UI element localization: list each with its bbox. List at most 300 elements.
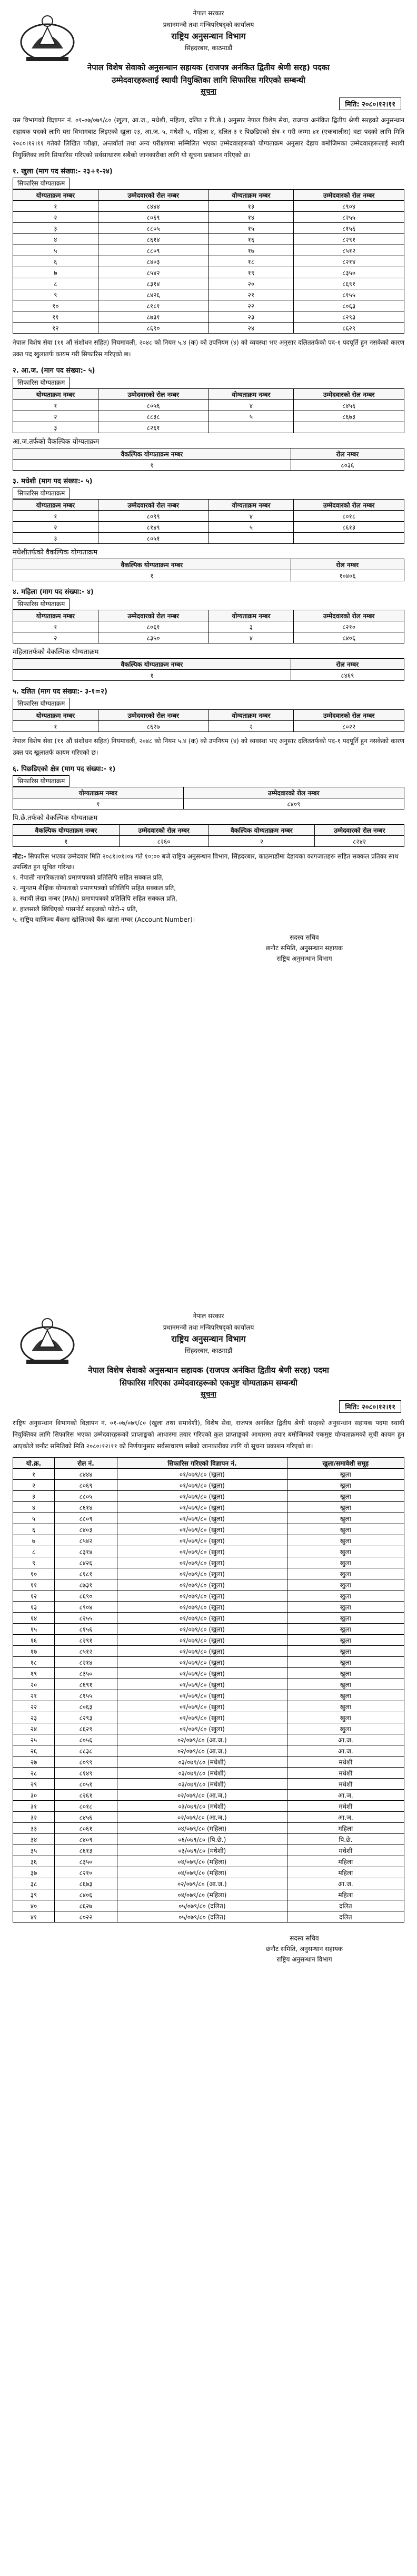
pichhe-table-body [13,798,404,809]
merit-row-cell: ८०२२ [55,1911,117,1923]
note-item-3: ३. स्थायी लेखा नम्बर (PAN) प्रमाणपत्रको प्रतिलिपि सहित सक्कल प्रति, [13,895,177,902]
merit-row [13,1845,404,1856]
merit-row-cell: ८३१४ [55,1546,117,1557]
merit-row [13,1591,404,1602]
merit-row-cell: आ.ज. [287,1878,404,1889]
merit-row-cell: ०१/०७९/८० (खुला) [117,1579,287,1591]
merit-row-cell: ३५ [13,1845,55,1856]
merit-row-cell: ०१/०७९/८० (खुला) [117,1624,287,1635]
open-row-cell: ८६२९ [294,323,404,334]
merit-row-cell: ८४५६ [55,1812,117,1823]
merit-row-cell: ०१/०७९/८० (खुला) [117,1469,287,1480]
mahila-alt-row-cell: ८४६९ [291,670,404,681]
open-row [13,300,404,311]
merit-row-cell: ०१/०७९/८० (खुला) [117,1602,287,1613]
place-line: सिंहदरबार, काठमाडौं [184,1347,233,1354]
open-row-cell: ८ [13,278,98,289]
merit-row [13,1579,404,1591]
merit-row-cell: महिला [287,1867,404,1878]
merit-row-cell: ३१ [13,1801,55,1812]
merit-row-cell: मधेशी [287,1768,404,1779]
notice-1 [13,4,404,967]
notice-title: सूचना [201,87,216,96]
merit-row-cell: दलित [287,1900,404,1911]
sign-name: छनौट समिति, अनुसन्धान सहायक [265,944,343,952]
mahila-table-body [13,621,404,643]
open-label: १. खुला (माग पद संख्या:- २३+१-२४) [13,168,113,175]
mahila-th-2: उम्मेदवारको रोल नम्बर [98,610,208,621]
merit-row-cell: ८६९१ [55,1679,117,1690]
aj-alt-th-2: रोल नम्बर [291,448,404,460]
dalit-row-cell: ८६२७ [98,721,208,732]
merit-row [13,1801,404,1812]
merit-row-cell: १ [13,1469,55,1480]
merit-row-cell: ८८०५ [55,1491,117,1502]
merit-list-table [13,1457,404,1923]
merit-row-cell: खुला [287,1646,404,1657]
merit-row-cell: ८३५० [55,1668,117,1679]
mahila-row-cell: १ [13,621,98,632]
aj-row-cell: २ [13,411,98,422]
aj-th-4: उम्मेदवारको रोल नम्बर [294,389,404,400]
merit-row-cell: २६ [13,1745,55,1757]
merit-row-cell: ८४०३ [55,1524,117,1535]
merit-row-cell: ८६२७ [55,1900,117,1911]
mahila-th-4: उम्मेदवारको रोल नम्बर [294,610,404,621]
madhesi-alt-table-body [13,570,404,581]
merit-row [13,1568,404,1579]
note-item-4: ४. हालसालै खिचिएको पासपोर्ट साइजको फोटो-२ प्रति, [13,905,138,913]
merit-row [13,1734,404,1745]
open-row-cell: ७ [13,267,98,278]
open-row-cell: ८२१४ [294,256,404,267]
open-th-2: उम्मेदवारको रोल नम्बर [98,190,208,201]
dalit-row [13,721,404,732]
pichhe-table [13,787,404,809]
merit-row-cell: खुला [287,1480,404,1491]
open-row-cell: ८६१४ [98,234,208,245]
merit-row-cell: ७ [13,1535,55,1546]
open-row-cell: ८२५५ [294,212,404,223]
merit-row-cell: ८२९१ [55,1635,117,1646]
open-row-cell: ८०६३ [294,300,404,311]
madhesi-row-cell: ८१४९ [98,522,208,533]
madhesi-row-cell: ४ [208,511,294,522]
subject-line-2: सिफारिस गरिएका उम्मेदवारहरूको एकमुष्ट योग्यताक्रम सम्बन्धी [120,1378,297,1388]
merit-row-cell: ८६१४ [55,1502,117,1513]
merit-row [13,1679,404,1690]
merit-row-cell: आ.ज. [287,1734,404,1745]
merit-row [13,1779,404,1790]
madhesi-table-body [13,511,404,544]
merit-row-cell: खुला [287,1557,404,1568]
merit-row-cell: खुला [287,1613,404,1624]
merit-row-cell: खुला [287,1679,404,1690]
open-row-cell: २० [208,278,294,289]
merit-row-cell: ८४४४ [55,1469,117,1480]
intro-paragraph: यस विभागको विज्ञापन नं. ०१-०७/०७९/८० (खुला, आ.ज., मधेशी, महिला, दलित र पि.छे.) अनुसार नेपाल विशेष सेवा, राजपत्र अनंकित द्वितीय श्रेणी सरहको अनुसन्धान सहायक पदको लागि यस विभागबाट लिइएको खुला-२३, आ.ज.-५, मधेशी-५, महिला-४, दलित-३ र पिछडिएको क्षेत्र-१ गरी जम्मा ४१ (एकचालीस) वटा पदको लागि मिति २०८०।१२।११ गतेको लिखित परीक्षा, अन्तर्वार्ता तथा अन्य परीक्षणमा सम्मिलित भएका उम्मेदवारहरूको योग्यताक्रम अनुसार देहाय बमोजिमका उम्मेदवारहरूलाई स्थायी नियुक्तिका लागि सिफारिस गरिएको सर्वसाधारण सबैको जानकारीका लागि यो सूचना प्रकाशन गरिएको छ। [13,116,404,159]
aj-table [13,388,404,433]
merit-row-cell: खुला [287,1502,404,1513]
open-row-cell: ८८०९ [98,245,208,256]
merit-row [13,1469,404,1480]
merit-row [13,1723,404,1734]
madhesi-alt-row-cell: १०४०६ [291,570,404,581]
merit-row-cell: २८ [13,1768,55,1779]
pichhe-label: ६. पिछडिएको क्षेत्र (माग पद संख्या:- १) [13,765,116,773]
note-item-5: ५. राष्ट्रिय वाणिज्य बैंकमा खोलिएको बैंक खाता नम्बर (Account Number)। [13,916,195,923]
merit-row-cell: ०३/०७९/८० (मधेशी) [117,1768,287,1779]
dalit-th-3: योग्यताक्रम नम्बर [208,710,294,721]
aj-row-cell: ८२६१ [98,422,208,433]
merit-row-cell: १७ [13,1646,55,1657]
merit-row [13,1712,404,1723]
madhesi-th-1: योग्यताक्रम नम्बर [13,500,98,511]
merit-row [13,1491,404,1502]
merit-th-1: यो.क्र. [13,1458,55,1469]
madhesi-alt-th-1: वैकल्पिक योग्यताक्रम नम्बर [13,559,291,570]
dept-line: राष्ट्रिय अनुसन्धान विभाग [171,31,246,41]
open-row-cell: १ [13,201,98,212]
merit-row-cell: ०३/०७९/८० (मधेशी) [117,1801,287,1812]
aj-row [13,422,404,433]
merit-row-cell: ८०५६ [55,1734,117,1745]
merit-row-cell: आ.ज. [287,1745,404,1757]
aj-row-cell [208,422,294,433]
open-row-cell: ८८०५ [98,223,208,234]
govt-line: नेपाल सरकार [193,1312,224,1320]
open-row-cell: १२ [13,323,98,334]
merit-row [13,1867,404,1878]
merit-row-cell: ०१/०७९/८० (खुला) [117,1657,287,1668]
open-row-cell: ८१५६ [294,223,404,234]
aj-label: २. आ.ज. (माग पद संख्या:- ५) [13,367,95,375]
merit-row-cell: १४ [13,1613,55,1624]
dalit-th-2: उम्मेदवारको रोल नम्बर [98,710,208,721]
aj-row-cell: ८०५६ [98,400,208,411]
open-row-cell: २२ [208,300,294,311]
open-row-cell: ३ [13,223,98,234]
merit-row-cell: पि.छे. [287,1834,404,1845]
aj-th-2: उम्मेदवारको रोल नम्बर [98,389,208,400]
merit-row-cell: ०४/०७९/८० (महिला) [117,1823,287,1834]
aj-row-cell: ३ [13,422,98,433]
merit-row-cell: खुला [287,1579,404,1591]
merit-row-cell: खुला [287,1701,404,1712]
merit-row [13,1657,404,1668]
open-row [13,234,404,245]
open-row [13,212,404,223]
govt-line: नेपाल सरकार [193,9,224,17]
merit-row-cell: ८६७३ [55,1878,117,1889]
merit-row-cell: ०१/०७९/८० (खुला) [117,1535,287,1546]
merit-row-cell: ३ [13,1491,55,1502]
merit-row-cell: ८०५१ [55,1779,117,1790]
merit-row-cell: १३ [13,1602,55,1613]
merit-row-cell: दलित [287,1911,404,1923]
merit-row-cell: ८२१४ [55,1657,117,1668]
merit-row-cell: खुला [287,1690,404,1701]
pichhe-alt-row-cell: २ [208,836,315,847]
dalit-th-1: योग्यताक्रम नम्बर [13,710,98,721]
merit-row-cell: ८१५५ [55,1690,117,1701]
merit-row-cell: महिला [287,1856,404,1867]
aj-row-cell: ४ [208,400,294,411]
merit-row-cell: खुला [287,1546,404,1557]
merit-row-cell: ३२ [13,1812,55,1823]
open-row-cell: ११ [13,311,98,323]
merit-row-cell: ४ [13,1502,55,1513]
nepal-emblem-icon [16,1314,79,1367]
mahila-alt-label: महिलातर्फको वैकल्पिक योग्यताक्रम [13,648,99,656]
pichhe-alt-th-3: वैकल्पिक योग्यताक्रम नम्बर [208,825,315,836]
aj-alt-table [13,448,404,471]
merit-row-cell: आ.ज. [287,1790,404,1801]
merit-row-cell: ०२/०७९/८० (आ.ज.) [117,1745,287,1757]
open-row-cell: ८२९३ [294,311,404,323]
merit-row-cell: ०१/०७९/८० (खुला) [117,1502,287,1513]
madhesi-th-2: उम्मेदवारको रोल नम्बर [98,500,208,511]
merit-row [13,1856,404,1867]
merit-row-cell: ८६१३ [55,1845,117,1856]
pichhe-alt-th-4: उम्मेदवारको रोल नम्बर [315,825,404,836]
open-row-cell: ८२९१ [294,234,404,245]
open-row-cell: ८४४४ [98,201,208,212]
open-row-cell: ८६९० [98,323,208,334]
open-row-cell: ४ [13,234,98,245]
madhesi-alt-label: मधेशीतर्फको वैकल्पिक योग्यताक्रम [13,549,98,557]
open-row-cell: ८५१२ [294,245,404,256]
merit-row [13,1602,404,1613]
mahila-row-cell: २ [13,632,98,643]
merit-row-cell: १९ [13,1668,55,1679]
merit-row-cell: ०१/०७९/८० (खुला) [117,1679,287,1690]
note-item-1: १. नेपाली नागरिकताको प्रमाणपत्रको प्रतिलिपि सहित सक्कल प्रति, [13,874,164,881]
merit-row [13,1889,404,1900]
merit-row-cell: ८४२६ [55,1557,117,1568]
merit-row [13,1790,404,1801]
sign-name: छनौट समिति, अनुसन्धान सहायक [265,1945,343,1953]
merit-row-cell: ८६९० [55,1591,117,1602]
merit-th-3: सिफारिस गरिएको विज्ञापन नं. [117,1458,287,1469]
mahila-sublabel: सिफारिस योग्यताक्रम [13,598,70,610]
merit-row-cell: ११ [13,1579,55,1591]
merit-row-cell: १० [13,1568,55,1579]
merit-row-cell: ८०६३ [55,1701,117,1712]
mahila-row-cell: ८२१० [294,621,404,632]
merit-row-cell: ०३/०७९/८० (मधेशी) [117,1757,287,1768]
merit-row-cell: ८८०९ [55,1513,117,1524]
mahila-alt-th-1: वैकल्पिक योग्यताक्रम नम्बर [13,659,291,670]
mahila-alt-table [13,658,404,681]
open-row [13,278,404,289]
merit-row [13,1524,404,1535]
merit-row-cell: ०१/०७९/८० (खुला) [117,1712,287,1723]
merit-row-cell: ३४ [13,1834,55,1845]
madhesi-row-cell: ८६१३ [294,522,404,533]
merit-row [13,1812,404,1823]
madhesi-row-cell: ५ [208,522,294,533]
merit-row [13,1834,404,1845]
merit-row-cell: ५ [13,1513,55,1524]
open-th-1: योग्यताक्रम नम्बर [13,190,98,201]
merit-row-cell: खुला [287,1535,404,1546]
open-row [13,289,404,300]
dalit-th-4: उम्मेदवारको रोल नम्बर [294,710,404,721]
merit-row [13,1646,404,1657]
merit-row-cell: ०३/०७९/८० (मधेशी) [117,1845,287,1856]
merit-row [13,1546,404,1557]
merit-row [13,1745,404,1757]
merit-row-cell: ०४/०७९/८० (महिला) [117,1856,287,1867]
open-row-cell: ६ [13,256,98,267]
merit-row-cell: ८६२९ [55,1723,117,1734]
open-row-cell: ८५४२ [98,267,208,278]
merit-row-cell: ०१/०७९/८० (खुला) [117,1480,287,1491]
madhesi-row [13,522,404,533]
merit-row-cell: ०१/०७९/८० (खुला) [117,1557,287,1568]
merit-row-cell: २० [13,1679,55,1690]
aj-row-cell [294,422,404,433]
merit-row-cell: ८०६१ [55,1823,117,1834]
merit-row-cell: ०१/०७९/८० (खुला) [117,1668,287,1679]
madhesi-label: ३. मधेशी (माग पद संख्या:- ५) [13,477,93,485]
signature-block-1 [236,932,373,964]
open-row-cell: ८७३१ [98,311,208,323]
merit-row-cell: मधेशी [287,1845,404,1856]
mahila-row-cell: ८३५० [98,632,208,643]
sign-title: सदस्य सचिव [290,1935,319,1942]
merit-row-cell: ८ [13,1546,55,1557]
merit-row-cell: ०१/०७९/८० (खुला) [117,1613,287,1624]
madhesi-row-cell: ८०९९ [98,511,208,522]
madhesi-alt-row-cell: १ [13,570,291,581]
notice-2 [13,1307,404,1970]
merit-row-cell: ६ [13,1524,55,1535]
pichhe-th-2: उम्मेदवारको रोल नम्बर [183,787,404,798]
pichhe-row-cell: ८४०९ [183,798,404,809]
dalit-row-cell: २ [208,721,294,732]
open-row-cell: ८१५५ [294,289,404,300]
merit-list-body [13,1469,404,1923]
madhesi-row-cell: २ [13,522,98,533]
merit-row [13,1502,404,1513]
open-row-cell: २ [13,212,98,223]
merit-row-cell: ८४०६ [55,1889,117,1900]
place-line: सिंहदरबार, काठमाडौं [184,44,233,52]
merit-row-cell: ०४/०७९/८० (महिला) [117,1889,287,1900]
merit-row-cell: ८८३८ [55,1745,117,1757]
merit-row-cell: ८४०९ [55,1834,117,1845]
merit-row-cell: मधेशी [287,1801,404,1812]
merit-row-cell: खुला [287,1568,404,1579]
merit-row-cell: खुला [287,1524,404,1535]
merit-row-cell: ०४/०७९/८० (महिला) [117,1867,287,1878]
merit-row-cell: खुला [287,1657,404,1668]
open-row-cell: १३ [208,201,294,212]
merit-row-cell: ८७३१ [55,1579,117,1591]
merit-row-cell: ०१/०७९/८० (खुला) [117,1513,287,1524]
merit-row-cell: ८९०४ [55,1602,117,1613]
open-row [13,223,404,234]
madhesi-th-4: उम्मेदवारको रोल नम्बर [294,500,404,511]
dalit-sublabel: सिफारिस योग्यताक्रम [13,698,70,709]
pichhe-alt-table-body [13,836,404,847]
merit-row-cell: महिला [287,1889,404,1900]
merit-row [13,1911,404,1923]
merit-row-cell: खुला [287,1635,404,1646]
madhesi-table [13,499,404,544]
merit-row-cell: ३६ [13,1856,55,1867]
merit-row-cell: ०१/०७९/८० (खुला) [117,1546,287,1557]
pichhe-alt-row [13,836,404,847]
merit-th-2: रोल नं. [55,1458,117,1469]
open-row-cell: ८१८१ [98,300,208,311]
merit-row-cell: ८२९३ [55,1712,117,1723]
merit-row-cell: ०१/०७९/८० (खुला) [117,1568,287,1579]
merit-row-cell: ८१८१ [55,1568,117,1579]
merit-row-cell: ०२/०७९/८० (आ.ज.) [117,1790,287,1801]
dalit-note: नेपाल विशेष सेवा (११ औं संशोधन सहित) नियमावली, २०४८ को नियम ५.४ (क) को उपनियम (४) को व्यवस्था भए अनुसार दलिततर्फको पद-१ पदपूर्ति हुन नसकेको कारण उक्त पद खुलातर्फ कायम गरिएको छ। [13,737,404,756]
merit-row-cell: ०१/०७९/८० (खुला) [117,1690,287,1701]
merit-row [13,1878,404,1889]
merit-row-cell: ०१/०७९/८० (खुला) [117,1491,287,1502]
madhesi-alt-th-2: रोल नम्बर [291,559,404,570]
merit-row-cell: खुला [287,1591,404,1602]
mahila-alt-row-cell: १ [13,670,291,681]
aj-alt-label: आ.ज.तर्फको वैकल्पिक योग्यताक्रम [13,438,100,446]
merit-row-cell: ८३५० [55,1856,117,1867]
mahila-row-cell: ८४०६ [294,632,404,643]
mahila-row-cell: ८०६१ [98,621,208,632]
sign-org: राष्ट्रिय अनुसन्धान विभाग [276,1956,332,1963]
open-row-cell: १४ [208,212,294,223]
merit-row-cell: मधेशी [287,1757,404,1768]
merit-row-cell: ३८ [13,1878,55,1889]
aj-alt-row [13,460,404,471]
merit-row-cell: खुला [287,1723,404,1734]
merit-row [13,1690,404,1701]
merit-row-cell: ०१/०७९/८० (खुला) [117,1591,287,1602]
open-row-cell: १७ [208,245,294,256]
merit-row-cell: ०१/०७९/८० (खुला) [117,1723,287,1734]
merit-row [13,1900,404,1911]
open-row-cell: ८९०४ [294,201,404,212]
merit-row [13,1668,404,1679]
pichhe-alt-row-cell: ८२६० [119,836,208,847]
sign-title: सदस्य सचिव [290,934,319,941]
dalit-table-body [13,721,404,732]
madhesi-sublabel: सिफारिस योग्यताक्रम [13,487,70,499]
mahila-th-3: योग्यताक्रम नम्बर [208,610,294,621]
madhesi-row [13,511,404,522]
pichhe-alt-th-2: उम्मेदवारको रोल नम्बर [119,825,208,836]
mahila-alt-table-body [13,670,404,681]
merit-row-cell: २५ [13,1734,55,1745]
open-row [13,323,404,334]
open-row-cell: २४ [208,323,294,334]
merit-row [13,1635,404,1646]
open-row-cell: ८४२६ [98,289,208,300]
pichhe-alt-row-cell: ८२४२ [315,836,404,847]
merit-row-cell: ०२/०७९/८० (आ.ज.) [117,1878,287,1889]
aj-row [13,400,404,411]
subject-line-1: नेपाल विशेष सेवाको अनुसन्धान सहायक (राजपत्र अनंकित द्वितीय श्रेणी सरह) पदमा [88,1365,329,1375]
merit-row [13,1480,404,1491]
merit-row-cell: ०२/०७९/८० (आ.ज.) [117,1734,287,1745]
open-row-cell: ८०६९ [98,212,208,223]
merit-row-cell: ९ [13,1557,55,1568]
